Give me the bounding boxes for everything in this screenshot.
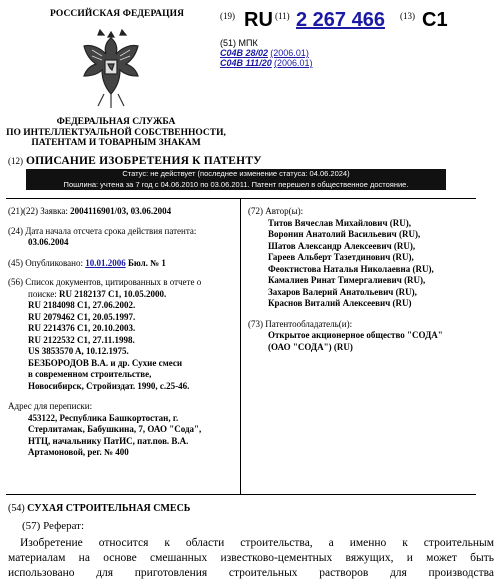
fee-line: Пошлина: учтена за 7 год с 04.06.2010 по 03.06.2011. Патент перешел в общественное достояние. [63,179,409,189]
start-date-label: (24) Дата начала отсчета срока действия патента: [8,225,197,236]
cited-item: US 3853570 A, 10.12.1975. [28,346,129,356]
bottom-divider [6,494,476,495]
bulletin-number: Бюл. № 1 [127,257,166,268]
invention-title [8,503,190,514]
owner-line: Открытое акционерное общество "СОДА" [268,330,443,340]
address-line: Артамоновой, рег. № 400 [28,447,129,457]
agency-name [0,117,232,149]
invention-title-text: СУХАЯ СТРОИТЕЛЬНАЯ СМЕСЬ [27,503,191,514]
document-title [8,155,262,167]
author-item: Шатов Александр Алексеевич (RU), [268,240,416,251]
coat-of-arms-icon [78,24,144,112]
agency-line: ПАТЕНТАМ И ТОВАРНЫМ ЗНАКАМ [31,138,201,148]
inid-code-19: (19) [220,11,235,21]
abstract-line: Изобретение относится к области строительства, а именно к строительным [20,537,494,549]
abstract-line: материалам на основе смешанных известково-цементных вяжущих, и может быть [8,552,494,564]
ipc-classification [220,38,312,68]
ipc-label: (51) МПК [220,38,258,48]
author-item: Краснов Виталий Алексеевич (RU) [268,298,412,308]
status-banner [26,169,446,190]
cited-item: RU 2182137 C1, 10.05.2000. [59,288,167,299]
inid-code-12: (12) [8,156,23,166]
author-item: Титов Вячеслав Михайлович (RU), [268,217,412,228]
cited-item: в современном строительстве, [28,369,152,379]
inid-code-54: (54) [8,503,25,514]
address-line: Стерлитамак, Бабушкина, 7, ОАО "Сода", [28,424,202,434]
patent-number-link[interactable]: 2 267 466 [296,9,385,31]
cited-item: RU 2122532 C1, 27.11.1998. [28,334,135,345]
application-field [8,206,240,218]
ipc-version-link[interactable]: (2006.01) [273,58,313,68]
agency-line: ПО ИНТЕЛЛЕКТУАЛЬНОЙ СОБСТВЕННОСТИ, [6,127,226,138]
author-item: Феоктистова Наталья Николаевна (RU), [268,263,434,274]
start-date-value: 03.06.2004 [28,237,69,247]
cited-item: RU 2214376 C1, 20.10.2003. [28,323,136,333]
published-field [8,258,240,270]
cited-item: Новосибирск, Стройиздат. 1990, с.25-46. [28,380,190,391]
top-divider [6,198,476,199]
abstract-line: использовано для приготовления строительных растворов для производства [8,567,494,579]
title-text: ОПИСАНИЕ ИЗОБРЕТЕНИЯ К ПАТЕНТУ [26,155,262,167]
cited-label-cont: поиске: [28,288,57,299]
agency-line: ФЕДЕРАЛЬНАЯ СЛУЖБА [56,117,176,127]
author-item: Захаров Валерий Анатольевич (RU), [268,286,417,297]
author-item: Воронин Анатолий Васильевич (RU), [268,229,421,239]
status-line: Статус: не действует (последнее изменение статуса: 04.06.2024) [122,169,350,178]
cited-item: RU 2079462 C1, 20.05.1997. [28,311,136,322]
author-item: Камалиев Ринат Тимергалиевич (RU), [268,275,426,285]
column-divider [240,198,241,494]
address-line: НТЦ, начальнику ПатИС, пат.пов. В.А. [28,435,189,446]
inid-code-13: (13) [400,11,415,21]
owner-label: (73) Патентообладатель(и): [248,318,353,329]
ipc-class-link[interactable]: C04B 111/20 [220,58,272,68]
address-line: 453122, Республика Башкортостан, г. [28,412,179,423]
kind-code: C1 [422,9,448,31]
country-name: РОССИЙСКАЯ ФЕДЕРАЦИЯ [50,9,185,19]
ipc-version-link[interactable]: (2006.01) [270,48,309,58]
cited-first [8,289,240,301]
cited-item: БЕЗБОРОДОВ В.А. и др. Сухие смеси [28,357,183,368]
application-value: 2004116901/03, 03.06.2004 [70,206,172,216]
inid-code-11: (11) [275,11,290,21]
right-column [248,206,484,353]
cited-item: RU 2184098 C1, 27.06.2002. [28,300,136,310]
cited-label: (56) Список документов, цитированных в отчете о [8,277,202,287]
abstract-text [8,536,494,581]
country-code: RU [244,9,273,31]
address-label: Адрес для переписки: [8,401,93,411]
author-item: Гареев Альберт Тазетдинович (RU), [268,252,414,262]
owner-line: (ОАО "СОДА") (RU) [268,341,353,352]
left-column [8,206,240,459]
application-label: (21)(22) Заявка: [8,206,68,216]
published-date-link[interactable]: 10.01.2006 [85,257,126,268]
authors-label: (72) Автор(ы): [248,206,304,216]
referat-label: (57) Реферат: [22,520,85,532]
published-label: (45) Опубликовано: [8,257,83,268]
ipc-class-link[interactable]: C04B 28/02 [220,48,269,58]
